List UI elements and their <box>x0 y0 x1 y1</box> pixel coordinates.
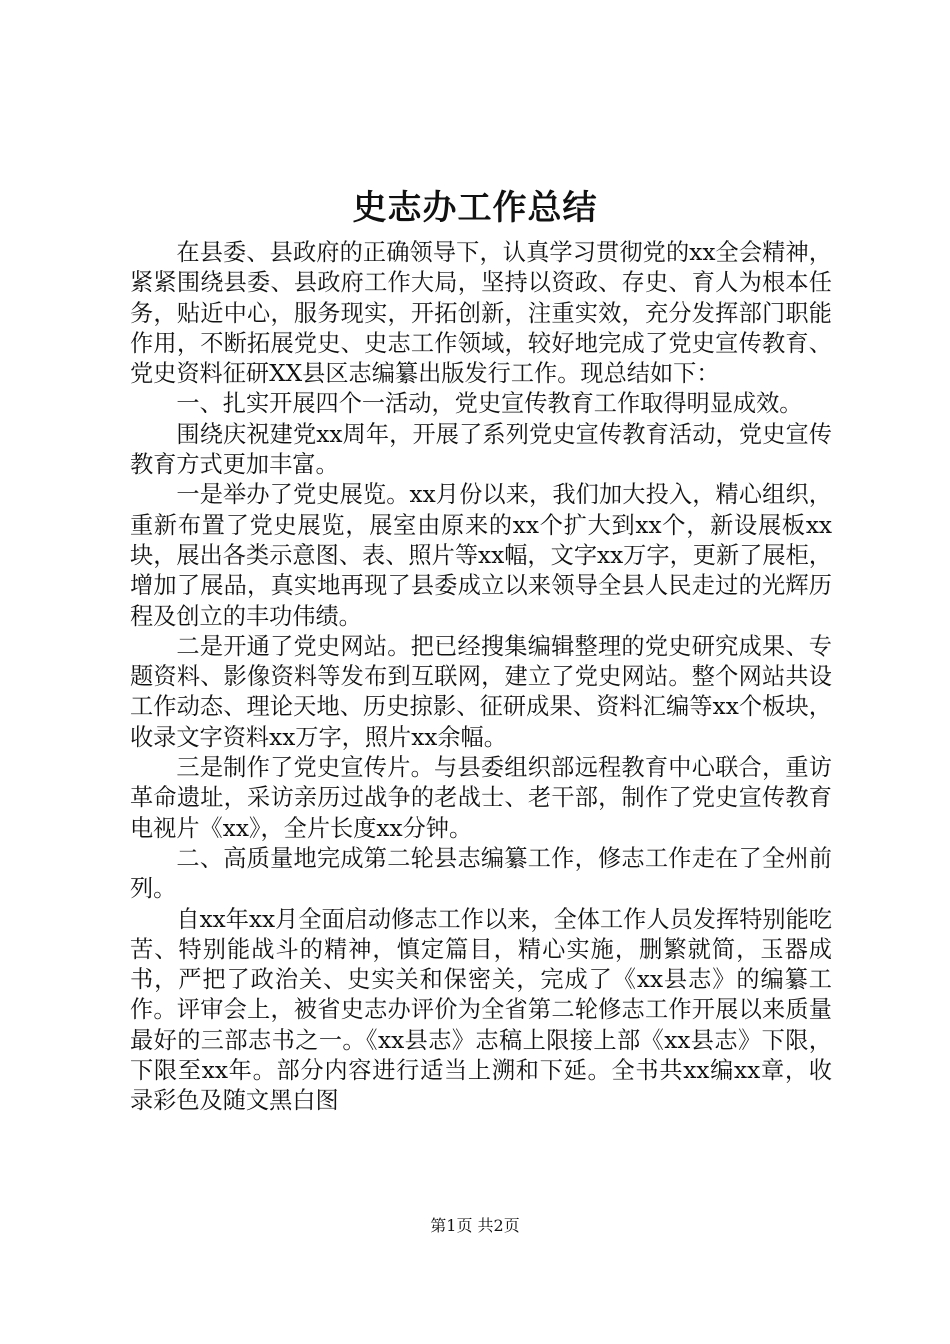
paragraph-section-2-heading: 二、高质量地完成第二轮县志编纂工作，修志工作走在了全州前列。 <box>130 844 832 903</box>
page-footer: 第1页 共2页 <box>430 1216 520 1235</box>
paragraph-section-1-heading: 一、扎实开展四个一活动，党史宣传教育工作取得明显成效。 <box>176 390 803 418</box>
document-title: 史志办工作总结 <box>352 188 598 228</box>
paragraph-county-annals: 自xx年xx月全面启动修志工作以来，全体工作人员发挥特别能吃苦、特别能战斗的精神，慎定篇目，精心实施，删繁就简，玉器成书，严把了政治关、史实关和保密关，完成了《xx县志》的编纂工作。评审会上，被省史志办评价为全省第二轮修志工作开展以来质量最好的三部志书之一。《xx县志》志稿上限接上部《xx县志》下限，下限至xx年。部分内容进行适当上溯和下延。全书共xx编xx章，收录彩色及随文黑白图 <box>130 905 832 1115</box>
document-body <box>130 238 832 1117</box>
paragraph-exhibition: 一是举办了党史展览。xx月份以来，我们加大投入，精心组织，重新布置了党史展览，展室由原来的xx个扩大到xx个，新设展板xx块，展出各类示意图、表、照片等xx幅，文字xx万字，更新了展柜，增加了展品，真实地再现了县委成立以来领导全县人民走过的光辉历程及创立的丰功伟绩。 <box>130 481 832 630</box>
paragraph-website: 二是开通了党史网站。把已经搜集编辑整理的党史研究成果、专题资料、影像资料等发布到互联网，建立了党史网站。整个网站共设工作动态、理论天地、历史掠影、征研成果、资料汇编等xx个板块，收录文字资料xx万字，照片xx余幅。 <box>130 632 832 751</box>
paragraph-intro: 在县委、县政府的正确领导下，认真学习贯彻党的xx全会精神，紧紧围绕县委、县政府工作大局，坚持以资政、存史、育人为根本任务，贴近中心，服务现实，开拓创新，注重实效，充分发挥部门职能作用，不断拓展党史、史志工作领域，较好地完成了党史宣传教育、党史资料征研XX县区志编纂出版发行工作。现总结如下： <box>130 239 832 388</box>
paragraph-section-1-intro: 围绕庆祝建党xx周年，开展了系列党史宣传教育活动，党史宣传教育方式更加丰富。 <box>130 420 832 479</box>
paragraph-video: 三是制作了党史宣传片。与县委组织部远程教育中心联合，重访革命遗址，采访亲历过战争的老战士、老干部，制作了党史宣传教育电视片《xx》，全片长度xx分钟。 <box>130 754 832 842</box>
